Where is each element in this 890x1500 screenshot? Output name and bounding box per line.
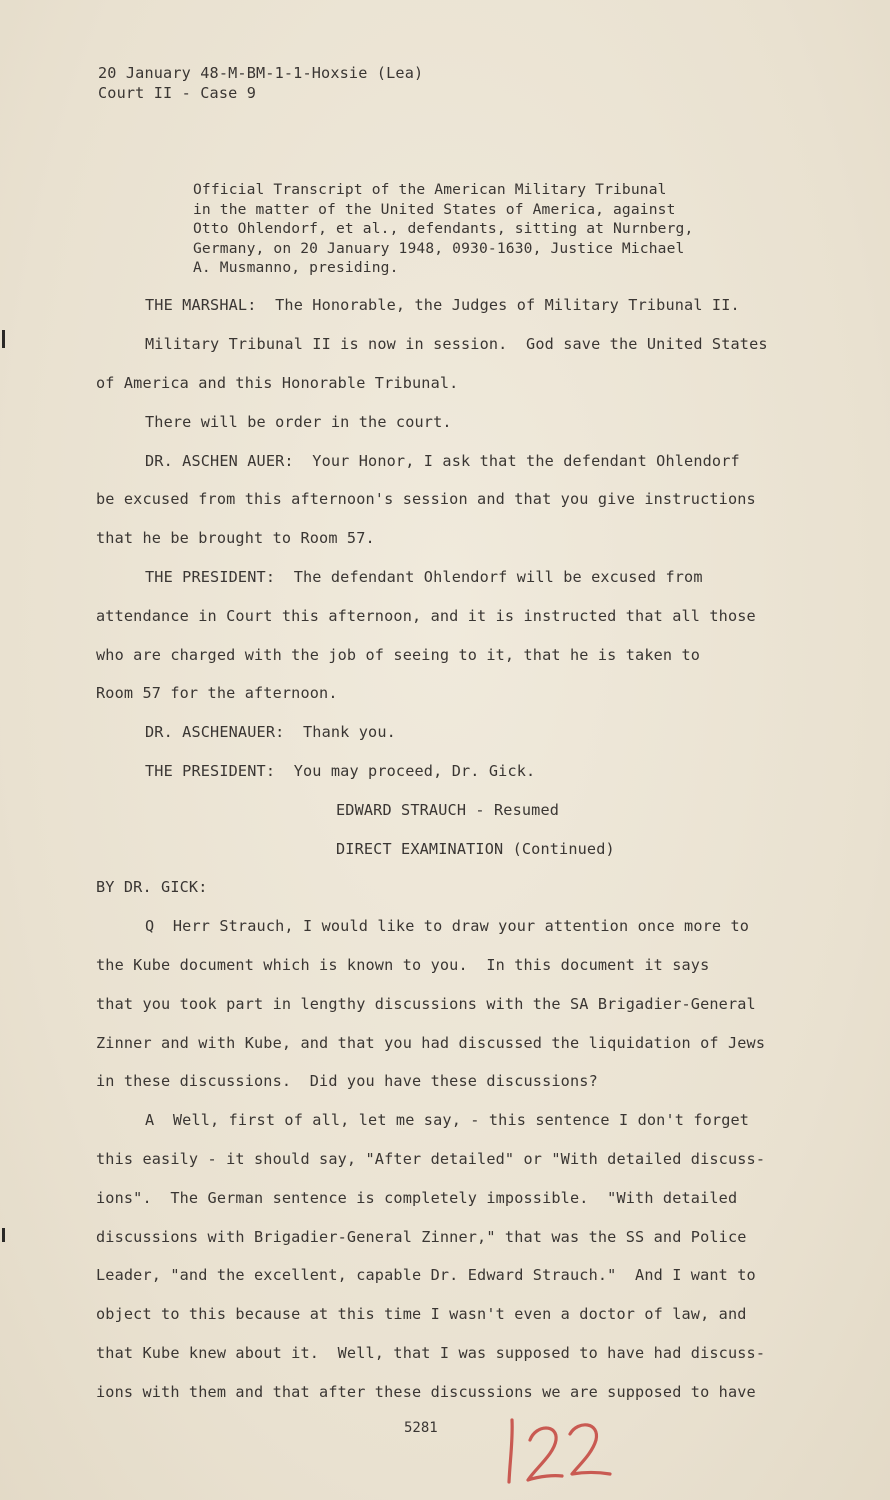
witness-heading: EDWARD STRAUCH - Resumed: [336, 801, 560, 819]
transcript-line: ions". The German sentence is completely impossible. "With detailed: [96, 1189, 738, 1207]
transcript-line: this easily - it should say, "After detailed" or "With detailed discuss-: [96, 1150, 766, 1168]
header-line-2: Court II - Case 9: [98, 84, 256, 102]
binder-hole-mark: [2, 1228, 5, 1242]
transcript-line: There will be order in the court.: [145, 413, 452, 431]
transcript-line: in these discussions. Did you have these discussions?: [96, 1072, 598, 1090]
page-number: 5281: [404, 1420, 438, 1436]
binder-hole-mark: [2, 330, 5, 348]
transcript-line: Zinner and with Kube, and that you had discussed the liquidation of Jews: [96, 1034, 766, 1052]
transcript-line: the Kube document which is known to you. In this document it says: [96, 956, 710, 974]
summary-line: A. Musmanno, presiding.: [193, 259, 399, 276]
transcript-line: Leader, "and the excellent, capable Dr. Edward Strauch." And I want to: [96, 1266, 756, 1284]
transcript-line: of America and this Honorable Tribunal.: [96, 374, 459, 392]
transcript-line: DR. ASCHEN AUER: Your Honor, I ask that the defendant Ohlendorf: [145, 452, 740, 470]
transcript-line: THE PRESIDENT: The defendant Ohlendorf will be excused from: [145, 568, 703, 586]
transcript-line: discussions with Brigadier-General Zinner," that was the SS and Police: [96, 1228, 747, 1246]
transcript-line: THE MARSHAL: The Honorable, the Judges of Military Tribunal II.: [145, 296, 740, 314]
transcript-line: Q Herr Strauch, I would like to draw your attention once more to: [145, 917, 750, 935]
examiner-line: BY DR. GICK:: [96, 878, 208, 896]
transcript-line: ions with them and that after these discussions we are supposed to have: [96, 1383, 756, 1401]
transcript-line: Military Tribunal II is now in session. God save the United States: [145, 335, 768, 353]
summary-line: Official Transcript of the American Military Tribunal: [193, 181, 667, 198]
transcript-line: Room 57 for the afternoon.: [96, 684, 338, 702]
transcript-line: be excused from this afternoon's session and that you give instructions: [96, 490, 756, 508]
transcript-line: that he be brought to Room 57.: [96, 529, 375, 547]
handwritten-page-number: [500, 1410, 620, 1490]
summary-line: in the matter of the United States of America, against: [193, 200, 676, 218]
transcript-line: THE PRESIDENT: You may proceed, Dr. Gick.: [145, 762, 536, 780]
transcript-line: A Well, first of all, let me say, - this sentence I don't forget: [145, 1111, 750, 1129]
summary-line: Germany, on 20 January 1948, 0930-1630, Justice Michael: [193, 239, 685, 257]
examination-heading: DIRECT EXAMINATION (Continued): [336, 840, 615, 858]
header-line-1: 20 January 48-M-BM-1-1-Hoxsie (Lea): [98, 64, 424, 82]
transcript-line: that you took part in lengthy discussions with the SA Brigadier-General: [96, 995, 756, 1013]
transcript-line: DR. ASCHENAUER: Thank you.: [145, 723, 396, 741]
transcript-line: attendance in Court this afternoon, and it is instructed that all those: [96, 607, 756, 625]
transcript-line: that Kube knew about it. Well, that I was supposed to have had discuss-: [96, 1344, 766, 1362]
summary-line: Otto Ohlendorf, et al., defendants, sitting at Nurnberg,: [193, 220, 694, 237]
transcript-line: object to this because at this time I wasn't even a doctor of law, and: [96, 1305, 747, 1323]
transcript-line: who are charged with the job of seeing to it, that he is taken to: [96, 646, 701, 664]
